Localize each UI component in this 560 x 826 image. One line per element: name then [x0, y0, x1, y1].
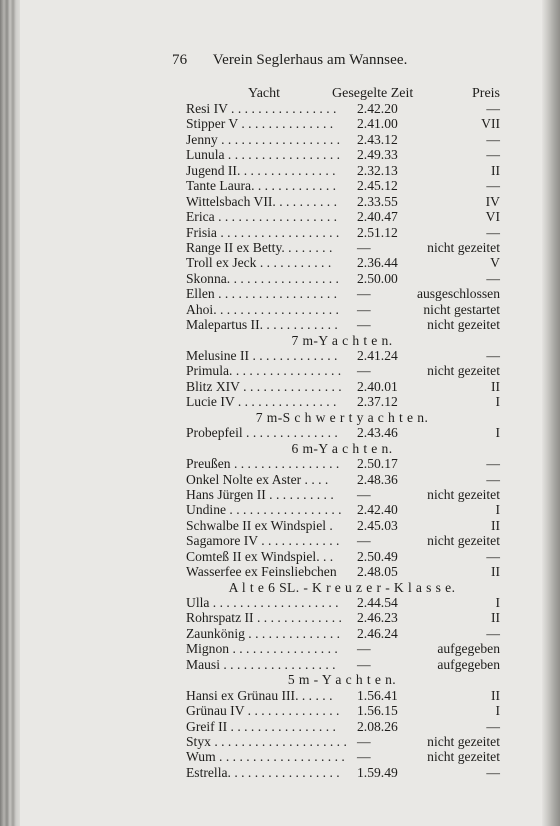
table-row [0, 116, 560, 131]
table-row [0, 518, 560, 533]
yacht-name: Jenny . . . . . . . . . . . . . . . . . . [186, 131, 341, 147]
table-row [0, 749, 560, 764]
sailed-time: 2.43.46 [357, 425, 398, 441]
prize-value: nicht gezeitet [427, 239, 500, 255]
prize-value: nicht gezeitet [427, 533, 500, 549]
prize-value: nicht gezeitet [427, 486, 500, 502]
sailed-time: — [357, 286, 371, 302]
section-title: 7 m-Y a c h t e n. [291, 332, 393, 348]
prize-value: — [486, 270, 500, 286]
section-heading [0, 580, 560, 595]
table-row [0, 209, 560, 224]
prize-value: II [490, 564, 500, 580]
prize-value: nicht gezeitet [427, 749, 500, 765]
table-row [0, 271, 560, 286]
prize-value: II [490, 162, 500, 178]
yacht-name: Stipper V . . . . . . . . . . . . . . [186, 116, 334, 132]
table-row [0, 302, 560, 317]
yacht-name: Ellen . . . . . . . . . . . . . . . . . . [186, 286, 338, 302]
sailed-time: 2.44.54 [357, 595, 398, 610]
sailed-time: 2.41.00 [357, 116, 398, 132]
section-title: 5 m - Y a c h t e n. [287, 672, 397, 688]
column-header-yacht: Yacht [248, 86, 281, 101]
prize-value: — [486, 625, 500, 641]
sailed-time: 2.08.26 [357, 718, 398, 734]
column-header-prize: Preis [472, 86, 500, 101]
yacht-name: Probepfeil . . . . . . . . . . . . . . [186, 425, 338, 441]
yacht-name: Schwalbe II ex Windspiel . [186, 517, 333, 533]
sailed-time: 2.41.24 [357, 348, 398, 363]
sailed-time: 2.45.12 [357, 178, 398, 194]
prize-value: VII [481, 116, 500, 132]
table-row [0, 394, 560, 409]
table-row [0, 132, 560, 147]
table-row [0, 286, 560, 301]
sailed-time: 1.56.15 [357, 703, 398, 719]
yacht-name: Greif II . . . . . . . . . . . . . . . . [186, 718, 336, 734]
page-number: 76 [172, 52, 188, 68]
prize-value: — [486, 101, 500, 116]
sailed-time: 2.42.20 [357, 101, 398, 116]
yacht-name: Range II ex Betty. . . . . . . . [186, 239, 333, 255]
section-title: 7 m-S c h w e r t y a c h t e n. [255, 409, 429, 425]
prize-value: aufgegeben [437, 656, 500, 672]
yacht-name: Blitz XIV . . . . . . . . . . . . . . . [186, 378, 342, 394]
table-row [0, 456, 560, 471]
yacht-name: Hansi ex Grünau III. . . . . . [186, 687, 333, 703]
sailed-time: 2.42.40 [357, 502, 398, 518]
yacht-name: Jugend II. . . . . . . . . . . . . . . [186, 162, 336, 178]
yacht-name: Ahoi. . . . . . . . . . . . . . . . . . . [186, 301, 339, 317]
prize-value: nicht gezeitet [427, 317, 500, 333]
column-header-time: Gesegelte Zeit [332, 86, 414, 101]
table-row [0, 688, 560, 703]
yacht-name: Onkel Nolte ex Aster . . . . [186, 471, 329, 487]
section-heading [0, 333, 560, 348]
yacht-name: Erica . . . . . . . . . . . . . . . . . . [186, 209, 338, 225]
prize-value: aufgegeben [437, 641, 500, 657]
table-row [0, 225, 560, 240]
table-row [0, 425, 560, 440]
sailed-time: 2.32.13 [357, 162, 398, 178]
prize-value: — [486, 178, 500, 194]
prize-value: — [486, 224, 500, 240]
sailed-time: — [357, 317, 371, 333]
sailed-time: 2.46.24 [357, 625, 398, 641]
prize-value: VI [485, 209, 500, 225]
table-row [0, 472, 560, 487]
sailed-time: 2.33.55 [357, 193, 398, 209]
yacht-name: Preußen . . . . . . . . . . . . . . . . [186, 456, 340, 472]
sailed-time: 2.48.36 [357, 471, 398, 487]
yacht-name: Frisia . . . . . . . . . . . . . . . . . . [186, 224, 340, 240]
yacht-name: Wasserfee ex Feinsliebchen [186, 564, 337, 580]
sailed-time: 2.43.12 [357, 131, 398, 147]
sailed-time: 2.50.49 [357, 548, 398, 564]
sailed-time: 2.40.47 [357, 209, 398, 225]
yacht-name: Primula. . . . . . . . . . . . . . . . . [186, 363, 342, 379]
prize-value: — [486, 348, 500, 363]
yacht-name: Mausi . . . . . . . . . . . . . . . . . [186, 656, 336, 672]
prize-value: ausgeschlossen [416, 286, 500, 302]
section-heading [0, 410, 560, 425]
yacht-name: Wum . . . . . . . . . . . . . . . . . . . [186, 749, 345, 765]
sailed-time: 2.50.17 [357, 456, 398, 472]
yacht-name: Sagamore IV . . . . . . . . . . . . [186, 533, 340, 549]
prize-value: V [490, 255, 500, 271]
yacht-name: Skonna. . . . . . . . . . . . . . . . . [186, 270, 339, 286]
table-row [0, 255, 560, 270]
yacht-name: Grünau IV . . . . . . . . . . . . . . [186, 703, 340, 719]
table-row [0, 147, 560, 162]
sailed-time: — [357, 533, 371, 549]
table-row [0, 734, 560, 749]
yacht-name: Troll ex Jeck . . . . . . . . . . . [186, 255, 332, 271]
sailed-time: 1.59.49 [357, 764, 398, 780]
yacht-name: Zaunkönig . . . . . . . . . . . . . . [186, 625, 341, 641]
table-row [0, 549, 560, 564]
sailed-time: 2.48.05 [357, 564, 398, 580]
prize-value: I [495, 502, 500, 518]
yacht-name: Estrella. . . . . . . . . . . . . . . . . [186, 764, 340, 780]
sailed-time: — [357, 363, 371, 379]
section-title: 6 m-Y a c h t e n. [291, 440, 393, 456]
table-row [0, 641, 560, 656]
sailed-time: — [357, 301, 371, 317]
table-row [0, 101, 560, 116]
yacht-name: Resi IV . . . . . . . . . . . . . . . . [186, 101, 337, 116]
prize-value: — [486, 764, 500, 780]
table-row [0, 379, 560, 394]
sailed-time: — [357, 733, 371, 749]
table-row [0, 610, 560, 625]
prize-value: — [486, 718, 500, 734]
table-row [0, 240, 560, 255]
prize-value: IV [485, 193, 500, 209]
prize-value: II [490, 517, 500, 533]
table-row [0, 178, 560, 193]
yacht-name: Melusine II . . . . . . . . . . . . . [186, 348, 338, 363]
table-row [0, 163, 560, 178]
sailed-time: 2.46.23 [357, 610, 398, 626]
sailed-time: 2.45.03 [357, 517, 398, 533]
yacht-name: Wittelsbach VII. . . . . . . . . . [186, 193, 337, 209]
prize-value: I [495, 703, 500, 719]
sailed-time: 2.36.44 [357, 255, 398, 271]
yacht-name: Lunula . . . . . . . . . . . . . . . . . [186, 147, 341, 163]
prize-value: II [490, 378, 500, 394]
table-row [0, 765, 560, 780]
prize-value: nicht gezeitet [427, 363, 500, 379]
prize-value: — [486, 147, 500, 163]
prize-value: — [486, 548, 500, 564]
sailed-time: 2.51.12 [357, 224, 398, 240]
sailed-time: — [357, 656, 371, 672]
table-row [0, 533, 560, 548]
prize-value: nicht gezeitet [427, 733, 500, 749]
yacht-name: Lucie IV . . . . . . . . . . . . . . . [186, 394, 337, 410]
results-table [0, 101, 560, 780]
sailed-time: — [357, 749, 371, 765]
prize-value: — [486, 456, 500, 472]
table-row [0, 348, 560, 363]
page-title: Verein Seglerhaus am Wannsee. [212, 52, 408, 68]
page-header [172, 52, 472, 69]
sailed-time: — [357, 641, 371, 657]
yacht-name: Mignon . . . . . . . . . . . . . . . . [186, 641, 338, 657]
sailed-time: — [357, 486, 371, 502]
table-row [0, 657, 560, 672]
table-row [0, 703, 560, 718]
yacht-name: Undine . . . . . . . . . . . . . . . . . [186, 502, 342, 518]
prize-value: II [490, 687, 500, 703]
table-row [0, 363, 560, 378]
table-row [0, 626, 560, 641]
yacht-name: Malepartus II. . . . . . . . . . . . [186, 317, 338, 333]
yacht-name: Comteß II ex Windspiel. . . [186, 548, 334, 564]
sailed-time: — [357, 239, 371, 255]
section-heading [0, 672, 560, 687]
table-row [0, 595, 560, 610]
sailed-time: 2.50.00 [357, 270, 398, 286]
table-row [0, 719, 560, 734]
sailed-time: 2.40.01 [357, 378, 398, 394]
prize-value: I [495, 425, 500, 441]
sailed-time: 2.37.12 [357, 394, 398, 410]
table-row [0, 502, 560, 517]
yacht-name: Styx . . . . . . . . . . . . . . . . . . . . [186, 733, 347, 749]
sailed-time: 1.56.41 [357, 687, 398, 703]
table-row [0, 317, 560, 332]
table-row [0, 487, 560, 502]
section-title: A l t e 6 SL. - K r e u z e r - K l a s s e. [228, 579, 456, 595]
prize-value: II [490, 610, 500, 626]
yacht-name: Rohrspatz II . . . . . . . . . . . . . [186, 610, 342, 626]
prize-value: I [495, 595, 500, 610]
yacht-name: Ulla . . . . . . . . . . . . . . . . . . . [186, 595, 339, 610]
yacht-name: Hans Jürgen II . . . . . . . . . . [186, 486, 334, 502]
prize-value: — [486, 131, 500, 147]
prize-value: I [495, 394, 500, 410]
section-heading [0, 441, 560, 456]
prize-value: nicht gestartet [423, 301, 500, 317]
yacht-name: Tante Laura. . . . . . . . . . . . . [186, 178, 337, 194]
table-row [0, 564, 560, 579]
sailed-time: 2.49.33 [357, 147, 398, 163]
prize-value: — [486, 471, 500, 487]
table-row [0, 194, 560, 209]
